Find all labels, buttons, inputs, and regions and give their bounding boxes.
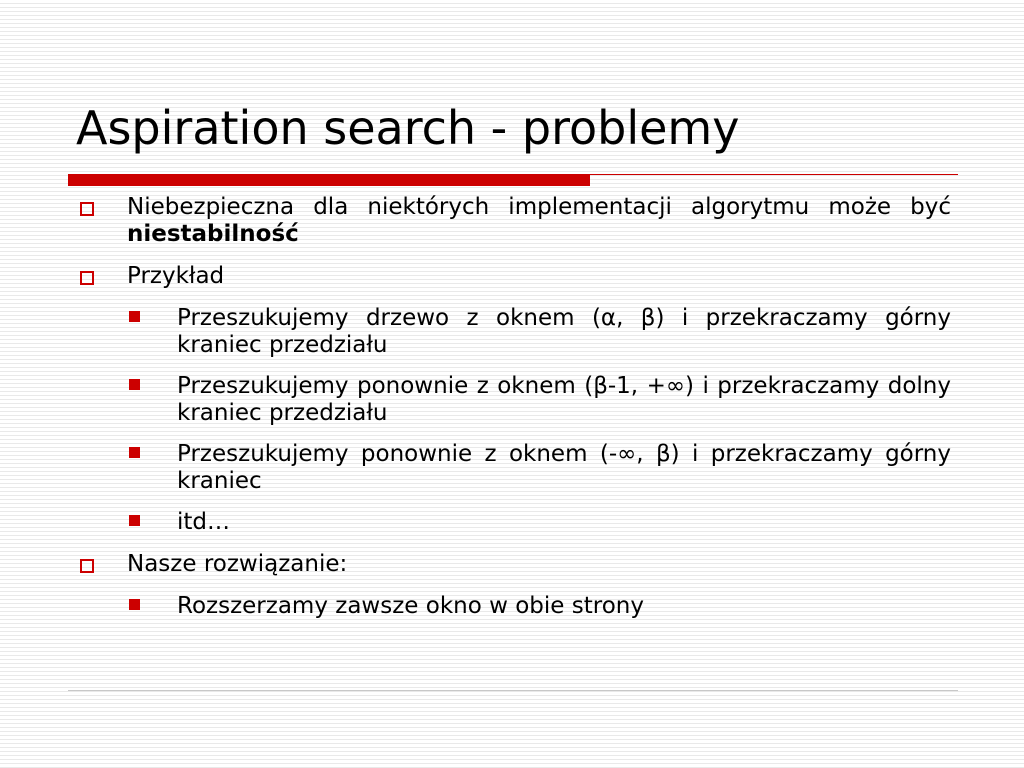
filled-square-bullet-icon: [129, 599, 140, 610]
filled-square-bullet-icon: [129, 379, 140, 390]
list-item: [76, 263, 951, 290]
list-item: [76, 305, 951, 359]
list-item: [76, 441, 951, 495]
title-underline-thin: [590, 174, 958, 175]
list-item: [76, 593, 951, 620]
list-item: [76, 373, 951, 427]
list-item-text: itd…: [177, 509, 231, 535]
list-item-text: Przykład: [127, 263, 225, 289]
title-underline: [68, 174, 958, 188]
list-item-text: Przeszukujemy ponownie z oknem (β-1, +∞) i przekraczamy dolny kraniec przedziału: [177, 373, 951, 426]
list-item: [76, 509, 951, 536]
list-item-text: Niebezpieczna dla niektórych implementacji algorytmu może być: [127, 194, 951, 220]
list-item-text: Przeszukujemy ponownie z oknem (-∞, β) i przekraczamy górny kraniec: [177, 441, 951, 494]
title-underline-thick: [68, 174, 590, 186]
hollow-square-bullet-icon: [80, 271, 94, 285]
hollow-square-bullet-icon: [80, 559, 94, 573]
list-item-bold-text: niestabilność: [127, 221, 299, 247]
list-item: [76, 194, 951, 248]
filled-square-bullet-icon: [129, 311, 140, 322]
footer-divider: [68, 690, 958, 691]
hollow-square-bullet-icon: [80, 202, 94, 216]
filled-square-bullet-icon: [129, 447, 140, 458]
list-item-text: Przeszukujemy drzewo z oknem (α, β) i przekraczamy górny kraniec przedziału: [177, 305, 951, 358]
bullet-list: [76, 194, 951, 634]
list-item-text: Rozszerzamy zawsze okno w obie strony: [177, 593, 644, 619]
list-item-text: Nasze rozwiązanie:: [127, 551, 348, 577]
slide-title: Aspiration search - problemy: [76, 101, 740, 155]
filled-square-bullet-icon: [129, 515, 140, 526]
list-item: [76, 551, 951, 578]
